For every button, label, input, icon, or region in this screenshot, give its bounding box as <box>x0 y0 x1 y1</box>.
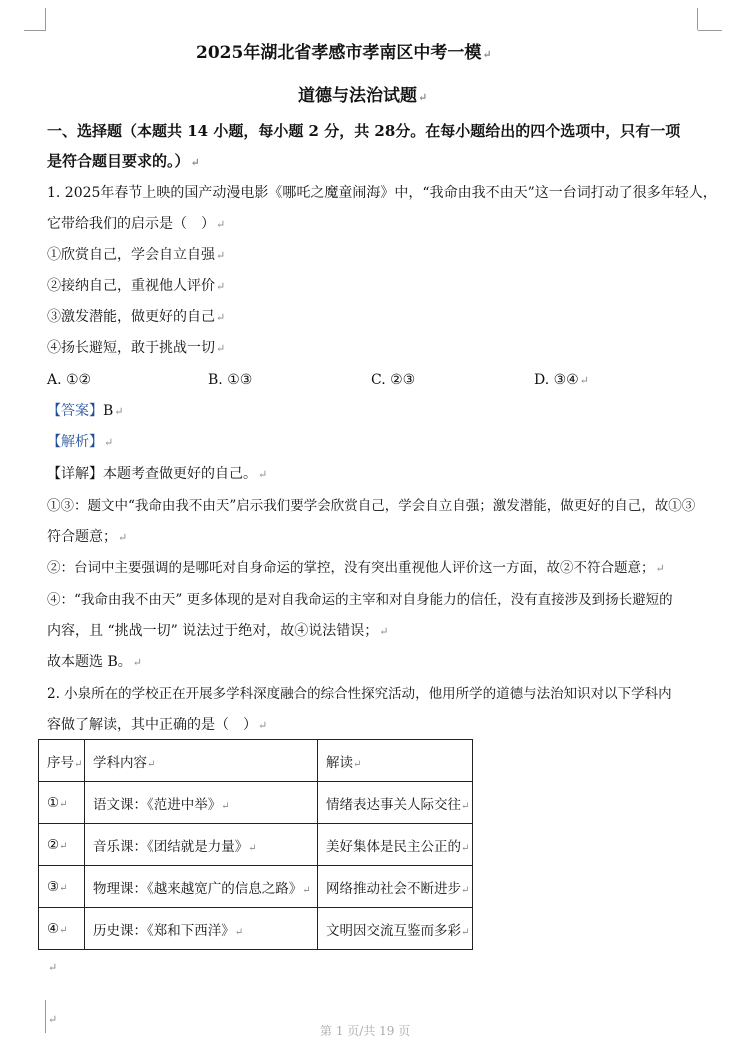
section-heading-cont: 是符合题目要求的。）↵ <box>47 152 200 170</box>
table-cell: 美好集体是民主公正的↵ <box>318 824 473 866</box>
table-cell: ①↵ <box>39 782 85 824</box>
crop-mark <box>697 8 698 30</box>
table-cell: 网络推动社会不断进步↵ <box>318 866 473 908</box>
paragraph-mark: ↵ <box>48 961 58 974</box>
crop-mark <box>45 8 46 30</box>
q1-detail: 【详解】本题考查做更好的自己。↵ <box>47 466 268 482</box>
q1-explanation-cont: 内容，且 “挑战一切” 说法过于绝对，故④说法错误；↵ <box>47 623 389 639</box>
q2-stem-cont: 容做了解读，其中正确的是（ ）↵ <box>47 717 268 733</box>
q1-option: ③激发潜能，做更好的自己↵ <box>47 309 226 325</box>
table-row <box>39 824 473 866</box>
table-row <box>39 782 473 824</box>
crop-mark <box>45 1000 46 1033</box>
table-cell: ③↵ <box>39 866 85 908</box>
crop-mark <box>698 30 722 31</box>
q1-option: ①欣赏自己，学会自立自强↵ <box>47 247 226 263</box>
q1-answer: 【答案】B↵ <box>47 403 124 419</box>
q1-choice-a: A. ①② <box>47 372 92 388</box>
q1-choice-c: C. ②③ <box>371 372 416 388</box>
doc-title: 2025年湖北省孝感市孝南区中考一模↵ <box>196 43 492 63</box>
q2-stem: 2. 小泉所在的学校正在开展多学科深度融合的综合性探究活动，他用所学的道德与法治知识对以下学科内 <box>47 686 672 702</box>
paragraph-mark: ↵ <box>48 1013 58 1026</box>
q1-explanation: ②：台词中主要强调的是哪吒对自身命运的掌控，没有突出重视他人评价这一方面，故②不符合题意；↵ <box>47 560 665 576</box>
table-cell: 历史课：《郑和下西洋》↵ <box>85 908 318 950</box>
table-header-cell: 解读↵ <box>318 740 473 782</box>
q1-explanation-cont: 符合题意；↵ <box>47 529 128 545</box>
q1-explanation: ④：“我命由我不由天” 更多体现的是对自我命运的主宰和对自身能力的信任，没有直接涉及到扬长避短的 <box>47 592 673 608</box>
q2-table <box>38 739 473 950</box>
q1-explanation: ①③：题文中“我命由我不由天”启示我们要学会欣赏自己，学会自立自强；激发潜能，做更好的自己，故①③ <box>47 498 696 514</box>
page-footer: 第 1 页/共 19 页 <box>320 1024 411 1038</box>
table-cell: 情绪表达事关人际交往↵ <box>318 782 473 824</box>
q1-choice-d: D. ③④↵ <box>534 372 589 388</box>
table-header-cell: 序号↵ <box>39 740 85 782</box>
crop-mark <box>24 30 46 31</box>
table-header-cell: 学科内容↵ <box>85 740 318 782</box>
q1-choice-b: B. ①③ <box>208 372 253 388</box>
table-row <box>39 866 473 908</box>
table-header-row <box>39 740 473 782</box>
table-cell: 语文课：《范进中举》↵ <box>85 782 318 824</box>
q1-stem: 1. 2025年春节上映的国产动漫电影《哪吒之魔童闹海》中，“我命由我不由天”这一台词打动了很多年轻人， <box>47 185 717 201</box>
q1-analysis-label: 【解析】↵ <box>47 434 114 450</box>
table-cell: ④↵ <box>39 908 85 950</box>
table-cell: 物理课：《越来越宽广的信息之路》↵ <box>85 866 318 908</box>
section-heading: 一、选择题（本题共 14 小题，每小题 2 分，共 28分。在每小题给出的四个选项中，只有一项 <box>47 122 681 140</box>
table-row <box>39 908 473 950</box>
table-cell: 文明因交流互鉴而多彩↵ <box>318 908 473 950</box>
table-cell: 音乐课：《团结就是力量》↵ <box>85 824 318 866</box>
table-cell: ②↵ <box>39 824 85 866</box>
doc-subtitle: 道德与法治试题↵ <box>298 86 428 106</box>
q1-conclusion: 故本题选 B。↵ <box>47 654 142 670</box>
q1-option: ④扬长避短，敢于挑战一切↵ <box>47 340 226 356</box>
q1-stem-cont: 它带给我们的启示是（ ）↵ <box>47 216 226 232</box>
q1-option: ②接纳自己，重视他人评价↵ <box>47 278 226 294</box>
